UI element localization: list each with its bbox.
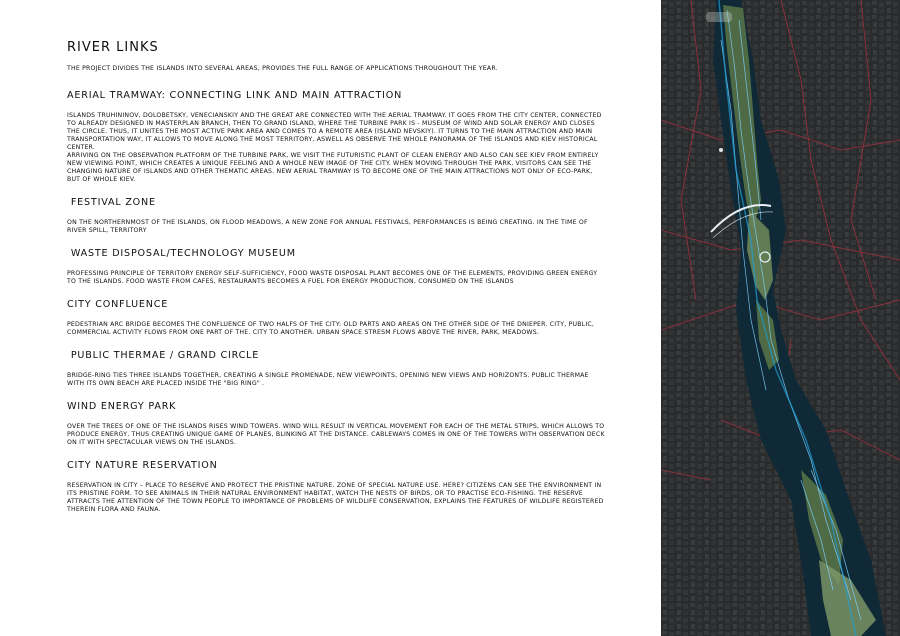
section-body: PROFESSING PRINCIPLE OF TERRITORY ENERGY SELF-SUFFICIENCY, FOOD WASTE DISPOSAL PLANT BECOMES ONE OF THE ELEMENTS, PROVIDING GREEN ENERGY TO THE ISLANDS. FOOD WASTE FROM CAFES, RESTAURANTS BECOMES A FUEL FOR ENERGY PRODUCTION, CONSUMED ON THE ISLANDS: [67, 270, 598, 285]
section-body: RESERVATION IN CITY – PLACE TO RESERVE AND PROTECT THE PRISTINE NATURE. ZONE OF SPECIAL NATURE USE. HERE? CITIZENS CAN SEE THE ENVIRONMENT IN ITS PRISTINE FORM. TO SEE ANIMALS IN THEIR NATURAL ENVIRONMENT HABITAT, WATCH THE NESTS OF BIRDS, OR TO PRACTISE ECO-FISHING. THE RESERVE ATTRACTS THE ATTENTION OF THE TOWN PEOPLE TO IMPORTANCE OF PROBLEMS OF WILDLIFE CONSERVATION, EXPLAINS THE FEATURES OF WILDLIFE REGISTERED THEREIN FLORA AND FAUNA.: [67, 482, 604, 513]
site-map-svg: [661, 0, 900, 636]
section-body: BRIDGE-RING TIES THREE ISLANDS TOGETHER, CREATING A SINGLE PROMENADE, NEW VIEWPOINTS, OPENING NEW VIEWS AND HORIZONTS. PUBLIC THERMAE WITH ITS OWN BEACH ARE PLACED INSIDE THE "BIG RING" .: [67, 372, 589, 387]
section-body: PEDESTRIAN ARC BRIDGE BECOMES THE CONFLUENCE OF TWO HALFS OF THE CITY: OLD PARTS AND AREAS ON THE OTHER SIDE OF THE DNIEPER. CITY, PUBLIC, COMMERCIAL ACTIVITY FLOWS FROM ONE PART OF THE. CITY TO ANOTHER. URBAN SPACE STRESM FLOWS ABOVE THE RIVER, PARK, MEADOWS.: [67, 321, 595, 336]
section-city-nature-reservation: [67, 460, 607, 514]
intro-text: THE PROJECT DIVIDES THE ISLANDS INTO SEVERAL AREAS, PROVIDES THE FULL RANGE OF APPLICATIONS THROUGHOUT THE YEAR.: [67, 65, 498, 72]
section-heading: AERIAL TRAMWAY: CONNECTING LINK AND MAIN ATTRACTION: [67, 90, 403, 101]
section-heading: WIND ENERGY PARK: [67, 401, 177, 412]
section-heading: CITY CONFLUENCE: [67, 299, 169, 310]
section-body: ISLANDS TRUHININOV, DOLOBETSKY, VENECIANSKIY AND THE GREAT ARE CONNECTED WITH THE AERIAL TRAMWAY. IT GOES FROM THE CITY CENTER, CONNECTED TO ALREADY DESIGNED IN MASTERPLAN BRANCH, THEN TO GRAND ISLAND, WHERE THE TURBINE PARK IS - MUSEUM OF WIND AND SOLAR ENERGY AND CLOSES THE CIRCLE. THUS, IT UNITES THE MOST ACTIVE PARK AREA AND COMES TO A REMOTE AREA (ISLAND NEVSKIY). IT TURNS TO THE MAIN ATTRACTION AND MAIN TRANSPORTATION WAY, IT ALLOWS TO MOVE ALONG THE MOST TERRITORY, ASWELL AS OBSERVE THE WHOLE PANORAMA OF THE ISLANDS AND KIEV HISTORICAL CENTER. ARRIVING ON THE OBSERVATION PLATFORM OF THE TURBINE PARK, WE VISIT THE FUTURISTIC PLANT OF CLEAN ENERGY AND ALSO CAN SEE KIEV FROM ENTIRELY NEW VIEWING POINT, WHICH CREATES A UNIQUE FEELING AND A WHOLE NEW IMAGE OF THE CITY. WHEN MOVING THROUGH THE PARK, VISITORS CAN SEE THE CHANGING NATURE OF ISLANDS AND OTHER THEMATIC AREAS. NEW AERIAL TRAMWAY IS TO BECOME ONE OF THE MAIN ATTRACTIONS NOT ONLY OF ECO-PARK, BUT OF WHOLE KIEV.: [67, 112, 602, 183]
section-aerial-tramway: [67, 90, 607, 184]
text-column: [67, 40, 607, 527]
section-city-confluence: [67, 299, 607, 337]
section-wind-energy-park: [67, 401, 607, 447]
section-body: ON THE NORTHERNMOST OF THE ISLANDS, ON FLOOD MEADOWS, A NEW ZONE FOR ANNUAL FESTIVALS, PERFORMANCES IS BEING CREATING. IN THE TIME OF RIVER SPILL, TERRITORY: [67, 219, 588, 234]
turbine-park-marker: [719, 148, 723, 152]
section-body: OVER THE TREES OF ONE OF THE ISLANDS RISES WIND TOWERS. WIND WILL RESULT IN VERTICAL MOVEMENT FOR EACH OF THE METAL STRIPS, WHICH ALLOWS TO PRODUCE ENERGY, THUS CREATING UNIQUE GAME OF PLANES, BLINKING AT THE DISTANCE. CABLEWAYS COMES IN ONE OF THE TOWERS WITH OBSERVATION DECK ON IT WITH SPECTACULAR VIEWS ON THE ISLANDS.: [67, 423, 605, 446]
festival-zone-mark: [706, 12, 732, 22]
section-heading: FESTIVAL ZONE: [67, 197, 156, 208]
section-festival-zone: [67, 197, 607, 235]
section-public-thermae: [67, 350, 607, 388]
site-map-image: [661, 0, 900, 636]
page-title: RIVER LINKS: [67, 40, 159, 55]
section-heading: WASTE DISPOSAL/TECHNOLOGY MUSEUM: [67, 248, 296, 259]
section-waste-disposal: [67, 248, 607, 286]
section-heading: CITY NATURE RESERVATION: [67, 460, 218, 471]
section-heading: PUBLIC THERMAE / GRAND CIRCLE: [67, 350, 260, 361]
